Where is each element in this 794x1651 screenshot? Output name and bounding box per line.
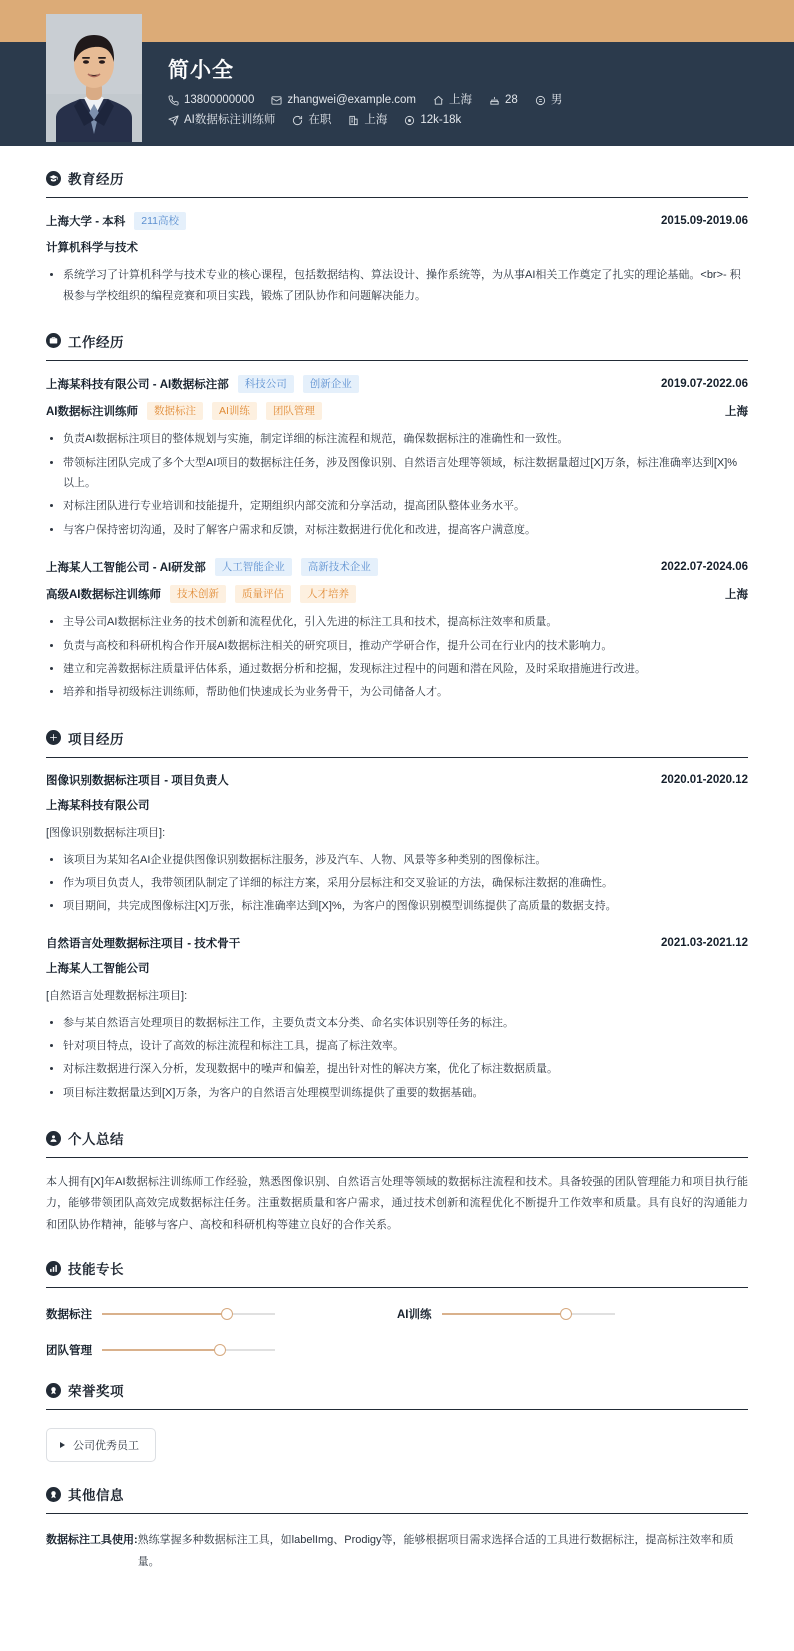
- salary-icon: [404, 115, 415, 126]
- status-icon: [292, 115, 303, 126]
- meta-age-text: 28: [505, 94, 518, 106]
- work-company-tag: 人工智能企业: [215, 558, 292, 576]
- section-skills: [46, 1236, 748, 1358]
- awards-row: [46, 1424, 748, 1462]
- list-item: 带领标注团队完成了多个大型AI项目的数据标注任务，涉及图像识别、自然语言处理等领域，标注数据量超过[X]万条，标注准确率达到[X]%以上。: [46, 453, 748, 494]
- project-company: 上海某科技有限公司: [46, 799, 150, 812]
- section-education: [46, 146, 748, 306]
- section-other-header: [46, 1484, 748, 1513]
- project-note: [自然语言处理数据标注项目]:: [46, 989, 188, 1002]
- contact-meta-row-1: [168, 95, 770, 107]
- section-awards-header: [46, 1380, 748, 1409]
- section-education-rule: [46, 197, 748, 198]
- skill-slider[interactable]: [442, 1307, 615, 1321]
- project-entry-line1: [46, 935, 748, 951]
- meta-work-city-text: 上海: [364, 113, 388, 126]
- education-bullets: [46, 265, 748, 306]
- education-entry-line1: [46, 212, 748, 230]
- work-icon: [46, 333, 61, 348]
- project-icon: [46, 730, 61, 745]
- meta-work-city: [348, 115, 387, 127]
- section-skills-title: 技能专长: [68, 1262, 124, 1278]
- skill-item: [46, 1342, 397, 1358]
- list-item: 培养和指导初级标注训练师，帮助他们快速成长为业务骨干，为公司储备人才。: [46, 682, 748, 702]
- section-education-header: [46, 168, 748, 197]
- skills-icon: [46, 1261, 61, 1276]
- avatar-portrait-icon: [46, 14, 142, 142]
- award-label: 公司优秀员工: [73, 1440, 139, 1453]
- work-entry: [46, 375, 748, 540]
- work-company: 上海某科技有限公司 - AI数据标注部: [46, 378, 229, 391]
- award-icon: [46, 1383, 61, 1398]
- project-note: [图像识别数据标注项目]:: [46, 826, 166, 839]
- section-awards-rule: [46, 1409, 748, 1410]
- list-item: 对标注团队进行专业培训和技能提升，定期组织内部交流和分享活动，提高团队整体业务水平。: [46, 496, 748, 516]
- work-bullets: [46, 429, 748, 540]
- meta-desired-position-text: AI数据标注训练师: [184, 113, 276, 126]
- gender-icon: [535, 95, 546, 106]
- cake-icon: [489, 95, 500, 106]
- section-summary-rule: [46, 1157, 748, 1158]
- mail-icon: [271, 95, 282, 106]
- home-icon: [433, 95, 444, 106]
- education-entry: [46, 212, 748, 306]
- meta-age: [489, 95, 518, 107]
- award-chip[interactable]: [46, 1428, 156, 1462]
- education-tag: 211高校: [134, 212, 186, 230]
- work-company-tag: 高新技术企业: [301, 558, 378, 576]
- slider-knob[interactable]: [214, 1344, 226, 1356]
- work-entry: [46, 558, 748, 703]
- project-entry: [46, 935, 748, 1103]
- building-icon: [348, 115, 359, 126]
- skill-item: [46, 1306, 397, 1322]
- section-summary-title: 个人总结: [68, 1132, 124, 1148]
- section-other-title: 其他信息: [68, 1488, 124, 1504]
- section-other-rule: [46, 1513, 748, 1514]
- list-item: 项目标注数据量达到[X]万条，为客户的自然语言处理模型训练提供了重要的数据基础。: [46, 1083, 748, 1103]
- meta-salary: [404, 115, 461, 127]
- slider-fill: [442, 1313, 567, 1315]
- meta-salary-text: 12k-18k: [420, 113, 462, 126]
- other-item: [46, 1528, 748, 1573]
- skill-label: 团队管理: [46, 1345, 92, 1358]
- work-bullets: [46, 612, 748, 702]
- resume-header: [0, 42, 794, 146]
- section-other: [46, 1462, 748, 1573]
- section-skills-rule: [46, 1287, 748, 1288]
- work-role-tag: 数据标注: [147, 402, 203, 420]
- paper-plane-icon: [168, 115, 179, 126]
- skill-label: 数据标注: [46, 1309, 92, 1322]
- work-role-tag: 技术创新: [170, 585, 226, 603]
- project-company: 上海某人工智能公司: [46, 962, 150, 975]
- list-item: 作为项目负责人，我带领团队制定了详细的标注方案，采用分层标注和交叉验证的方法，确保标注数据的准确性。: [46, 873, 748, 893]
- meta-email: [271, 95, 416, 107]
- section-projects-rule: [46, 757, 748, 758]
- meta-hometown: [433, 95, 472, 107]
- work-role-tag: 人才培养: [300, 585, 356, 603]
- education-date: 2015.09-2019.06: [661, 215, 748, 228]
- list-item: 该项目为某知名AI企业提供图像识别数据标注服务，涉及汽车、人物、风景等多种类别的图像标注。: [46, 850, 748, 870]
- meta-desired-position: [168, 115, 275, 127]
- slider-knob[interactable]: [560, 1308, 572, 1320]
- list-item: 建立和完善数据标注质量评估体系，通过数据分析和挖掘，发现标注过程中的问题和潜在风险，及时采取措施进行改进。: [46, 659, 748, 679]
- resume-content: [0, 146, 794, 1599]
- work-role-tag: AI训练: [212, 402, 257, 420]
- work-role-tag: 团队管理: [266, 402, 322, 420]
- section-work-title: 工作经历: [68, 334, 124, 350]
- section-projects: [46, 706, 748, 1103]
- meta-phone-text: 13800000000: [184, 94, 255, 106]
- work-role-tag: 质量评估: [235, 585, 291, 603]
- section-summary-header: [46, 1128, 748, 1157]
- section-projects-title: 项目经历: [68, 731, 124, 747]
- education-major: 计算机科学与技术: [46, 242, 138, 255]
- section-awards: [46, 1358, 748, 1462]
- other-text: 熟练掌握多种数据标注工具，如labelImg、Prodigy等，能够根据项目需求选择合适的工具进行数据标注，提高标注效率和质量。: [137, 1534, 734, 1568]
- phone-icon: [168, 95, 179, 106]
- project-title: 自然语言处理数据标注项目 - 技术骨干: [46, 937, 241, 950]
- section-education-title: 教育经历: [68, 172, 124, 187]
- skill-label: AI训练: [397, 1309, 432, 1322]
- candidate-name: 简小全: [168, 59, 234, 82]
- avatar: [46, 14, 142, 142]
- other-icon: [46, 1487, 61, 1502]
- section-awards-title: 荣誉奖项: [68, 1384, 124, 1400]
- meta-gender: [535, 95, 563, 107]
- project-bullets: [46, 850, 748, 917]
- work-company-tag: 科技公司: [238, 375, 294, 393]
- slider-fill: [102, 1313, 227, 1315]
- work-entry-line2: [46, 585, 748, 603]
- work-location: 上海: [725, 589, 748, 602]
- work-company: 上海某人工智能公司 - AI研发部: [46, 562, 206, 574]
- project-date: 2021.03-2021.12: [661, 936, 748, 949]
- meta-gender-text: 男: [550, 94, 563, 106]
- skill-item: [397, 1306, 748, 1322]
- summary-text: 本人拥有[X]年AI数据标注训练师工作经验，熟悉图像识别、自然语言处理等领域的数据标注流程和技术。具备较强的团队管理能力和项目执行能力，能够带领团队高效完成数据标注任务。注重数据质量和客户需求，通过技术创新和流程优化不断提升工作效率和质量。具有良好的沟通能力和团队协作精神，能够与客户、高校和科研机构等建立良好的合作关系。: [46, 1176, 748, 1231]
- section-work-header: [46, 331, 748, 360]
- other-label: 数据标注工具使用:: [46, 1534, 138, 1547]
- slider-fill: [102, 1349, 220, 1351]
- work-date: 2022.07-2024.06: [661, 561, 748, 573]
- project-entry-line1: [46, 772, 748, 788]
- project-bullets: [46, 1013, 748, 1103]
- meta-phone: [168, 95, 254, 107]
- work-location: 上海: [725, 406, 748, 419]
- meta-hometown-text: 上海: [449, 94, 473, 106]
- work-entry-line2: [46, 402, 748, 420]
- contact-meta-row-2: [168, 115, 770, 127]
- work-date: 2019.07-2022.06: [661, 377, 748, 390]
- list-item: 与客户保持密切沟通，及时了解客户需求和反馈，对标注数据进行优化和改进，提高客户满意度。: [46, 520, 748, 540]
- section-work: [46, 309, 748, 703]
- work-role: AI数据标注训练师: [46, 406, 138, 419]
- skills-grid: [46, 1302, 748, 1358]
- slider-knob[interactable]: [221, 1308, 233, 1320]
- header-body: [168, 42, 794, 140]
- meta-job-status: [292, 115, 331, 127]
- person-icon: [46, 1131, 61, 1146]
- education-school: 上海大学 - 本科: [46, 216, 126, 229]
- work-company-tag: 创新企业: [303, 375, 359, 393]
- list-item: 项目期间，共完成图像标注[X]万张，标注准确率达到[X]%，为客户的图像识别模型训练提供了高质量的数据支持。: [46, 896, 748, 916]
- list-item: 参与某自然语言处理项目的数据标注工作，主要负责文本分类、命名实体识别等任务的标注。: [46, 1013, 748, 1033]
- skill-slider[interactable]: [102, 1307, 275, 1321]
- section-projects-header: [46, 728, 748, 757]
- project-date: 2020.01-2020.12: [661, 773, 748, 786]
- section-work-rule: [46, 360, 748, 361]
- list-item: 负责AI数据标注项目的整体规划与实施，制定详细的标注流程和规范，确保数据标注的准确性和一致性。: [46, 429, 748, 449]
- list-item: 对标注数据进行深入分析，发现数据中的噪声和偏差，提出针对性的解决方案，优化了标注数据质量。: [46, 1059, 748, 1079]
- project-entry: [46, 772, 748, 917]
- meta-job-status-text: 在职: [308, 113, 332, 126]
- list-item: 负责与高校和科研机构合作开展AI数据标注相关的研究项目，推动产学研合作，提升公司在行业内的技术影响力。: [46, 636, 748, 656]
- caret-right-icon: [60, 1442, 65, 1448]
- project-title: 图像识别数据标注项目 - 项目负责人: [46, 774, 229, 787]
- work-entry-line1: [46, 558, 748, 576]
- section-summary: [46, 1106, 748, 1236]
- list-item: 针对项目特点，设计了高效的标注流程和标注工具，提高了标注效率。: [46, 1036, 748, 1056]
- list-item: 主导公司AI数据标注业务的技术创新和流程优化，引入先进的标注工具和技术，提高标注效率和质量。: [46, 612, 748, 632]
- list-item: 系统学习了计算机科学与技术专业的核心课程，包括数据结构、算法设计、操作系统等，为从事AI相关工作奠定了扎实的理论基础。<br>- 积极参与学校组织的编程竞赛和项目实践，锻炼了团队协作和问题解决能力。: [46, 265, 748, 306]
- work-entry-line1: [46, 375, 748, 393]
- meta-email-text: zhangwei@example.com: [287, 94, 417, 106]
- education-icon: [46, 171, 61, 186]
- work-role: 高级AI数据标注训练师: [46, 589, 161, 602]
- section-skills-header: [46, 1258, 748, 1287]
- skill-slider[interactable]: [102, 1343, 275, 1357]
